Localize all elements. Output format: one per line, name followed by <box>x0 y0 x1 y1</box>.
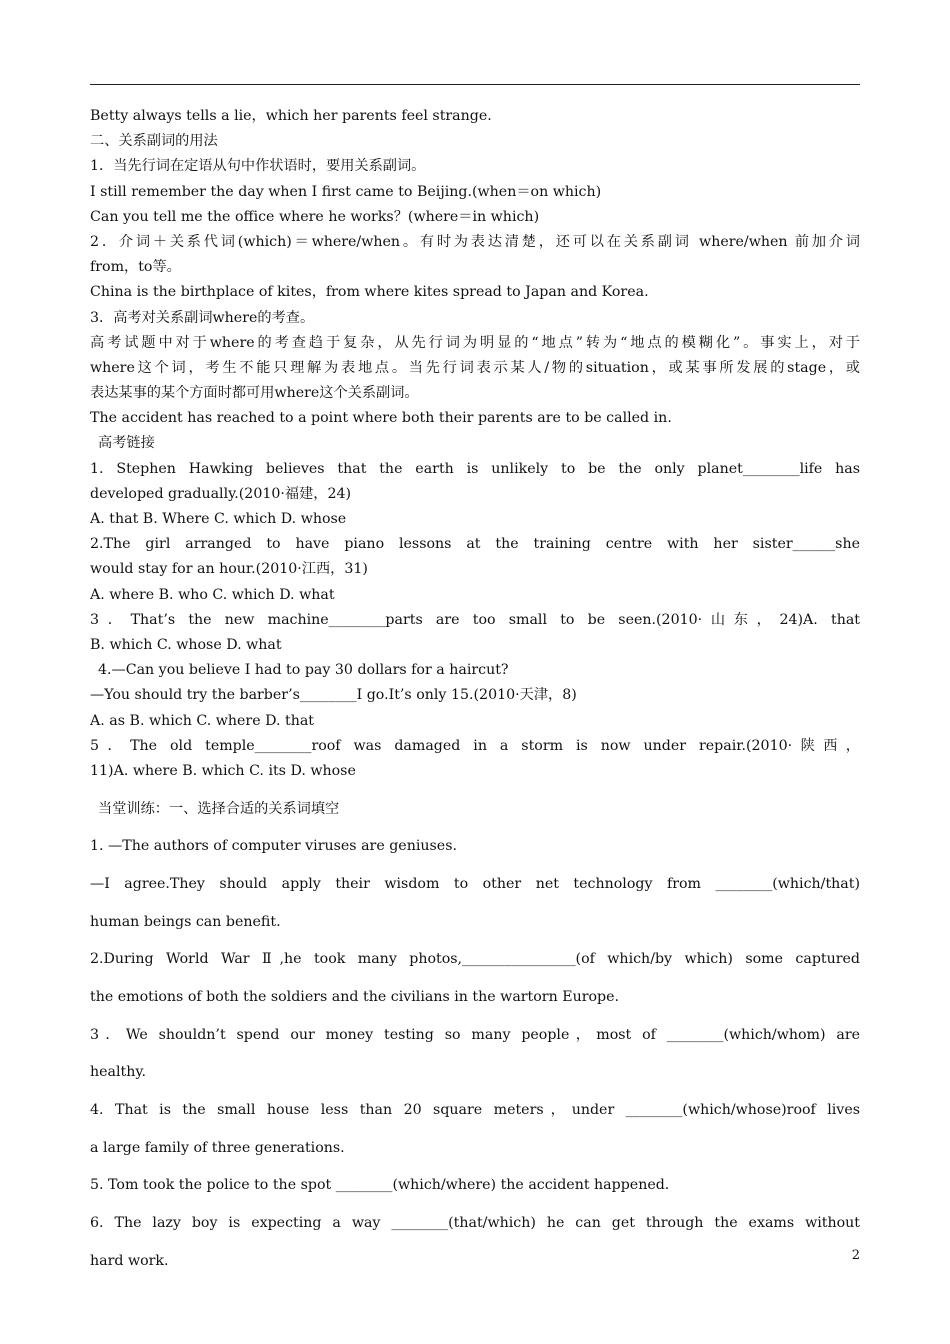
text-line: 2．介词＋关系代词(which)＝where/when。有时为表达清楚，还可以在关系副词 where/when 前加介词 <box>90 233 860 250</box>
answer-options: A. as B. which C. where D. that <box>90 712 314 729</box>
question-line: 1. Stephen Hawking believes that the earth is unlikely to be the only planet________life has <box>90 460 860 477</box>
answer-options: 11)A. where B. which C. its D. whose <box>90 762 356 779</box>
example-sentence: The accident has reached to a point where both their parents are to be called in. <box>90 410 672 427</box>
question-line: would stay for an hour.(2010·江西，31) <box>90 561 368 578</box>
exercise-line: 3．We shouldn’t spend our money testing so many people，most of ________(which/whom) are <box>90 1026 860 1043</box>
answer-options: A. where B. who C. which D. what <box>90 586 335 603</box>
text-line: 高考试题中对于where的考查趋于复杂，从先行词为明显的“地点”转为“地点的模糊化”。事实上，对于 <box>90 334 860 351</box>
question-line: 3．That’s the new machine________parts are too small to be seen.(2010·山东，24)A. that <box>90 611 860 628</box>
exercise-line: hard work. <box>90 1252 169 1269</box>
exercise-line: —I agree.They should apply their wisdom to other net technology from ________(which/that) <box>90 875 860 892</box>
exercise-line: healthy. <box>90 1064 147 1081</box>
exercise-line: 1. —The authors of computer viruses are geniuses. <box>90 838 457 855</box>
example-sentence: China is the birthplace of kites，from where kites spread to Japan and Korea. <box>90 284 649 301</box>
section-heading: 二、关系副词的用法 <box>90 133 218 150</box>
text-line: 3．高考对关系副词where的考查。 <box>90 309 315 326</box>
question-line: 2.The girl arranged to have piano lessons at the training centre with her sister______she <box>90 536 860 553</box>
question-line: —You should try the barber’s________I go.It’s only 15.(2010·天津，8) <box>90 687 577 704</box>
text-line: where这个词，考生不能只理解为表地点。当先行词表示某人/物的situation，或某事所发展的stage，或 <box>90 359 860 376</box>
exercise-line: 6. The lazy boy is expecting a way ________(that/which) he can get through the exams without <box>90 1215 860 1232</box>
section-heading: 当堂训练：一、选择合适的关系词填空 <box>98 800 340 817</box>
question-line: 4.—Can you believe I had to pay 30 dollars for a haircut? <box>98 662 509 679</box>
section-heading: 高考链接 <box>98 435 155 452</box>
example-sentence: I still remember the day when I first came to Beijing.(when＝on which) <box>90 183 602 200</box>
text-line: Betty always tells a lie，which her parents feel strange. <box>90 108 492 124</box>
text-line: from，to等。 <box>90 259 181 276</box>
text-line: 表达某事的某个方面时都可用where这个关系副词。 <box>90 385 419 402</box>
question-line: 5．The old temple________roof was damaged in a storm is now under repair.(2010·陕西， <box>90 737 860 754</box>
text-line: 1．当先行词在定语从句中作状语时，要用关系副词。 <box>90 158 426 175</box>
page-number: 2 <box>851 1248 860 1263</box>
exercise-line: human beings can benefit. <box>90 913 281 930</box>
exercise-line: 5. Tom took the police to the spot ________(which/where) the accident happened. <box>90 1177 670 1194</box>
document-body <box>90 104 860 1274</box>
exercise-line: 2.During World War Ⅱ,he took many photos,________________(of which/by which) some captured <box>90 951 860 968</box>
header-rule <box>90 84 860 85</box>
exercise-line: a large family of three generations. <box>90 1139 345 1156</box>
question-line: developed gradually.(2010·福建，24) <box>90 485 352 502</box>
answer-options: A. that B. Where C. which D. whose <box>90 511 347 527</box>
answer-options: B. which C. whose D. what <box>90 636 282 653</box>
exercise-line: 4. That is the small house less than 20 square meters，under ________(which/whose)roof lives <box>90 1102 860 1119</box>
example-sentence: Can you tell me the office where he works？(where＝in which) <box>90 208 540 225</box>
exercise-line: the emotions of both the soldiers and the civilians in the wartorn Europe. <box>90 989 620 1005</box>
